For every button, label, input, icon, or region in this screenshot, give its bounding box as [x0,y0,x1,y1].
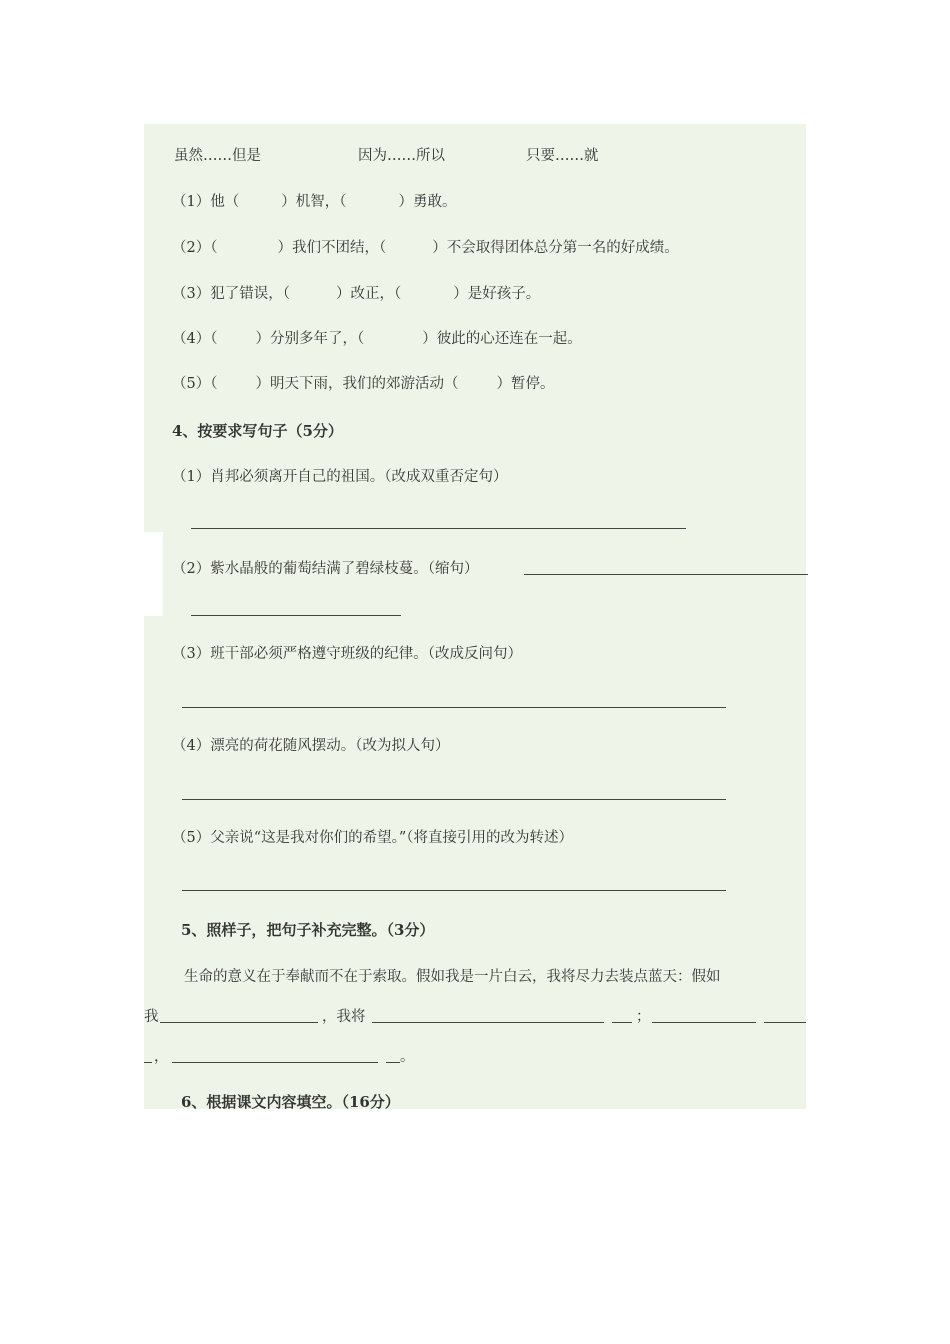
rewrite-item-1: （1）肖邦必须离开自己的祖国。（改成双重否定句） [172,469,508,485]
fill-line-b-period: 。 [400,1049,415,1065]
answer-line-6[interactable] [160,1022,318,1023]
section-5-heading: 5、照样子，把句子补充完整。（3分） [181,921,435,939]
answer-line-3[interactable] [182,707,726,708]
answer-line-2b[interactable] [191,615,401,616]
rewrite-item-4: （4）漂亮的荷花随风摆动。（改为拟人句） [172,738,450,754]
answer-line-8[interactable] [612,1022,632,1023]
section-4-heading: 4、按要求写句子（5分） [172,422,343,440]
rewrite-item-2: （2）紫水晶般的葡萄结满了碧绿枝蔓。（缩句） [172,561,479,577]
fill-line-b-comma: ， [154,1049,169,1065]
rewrite-item-3: （3）班干部必须严格遵守班级的纪律。（改成反问句） [172,646,522,662]
answer-line-12[interactable] [172,1062,378,1063]
fill-item-4: （4）（ ）分别多年了，（ ）彼此的心还连在一起。 [172,331,582,347]
answer-line-10[interactable] [764,1022,806,1023]
answer-line-9[interactable] [652,1022,756,1023]
answer-line-4[interactable] [182,799,726,800]
answer-line-5[interactable] [182,890,726,891]
conjunction-option-3: 只要……就 [526,148,599,164]
fill-item-1: （1）他（ ）机智，（ ）勇敢。 [172,194,457,210]
fill-item-5: （5）（ ）明天下雨，我们的郊游活动（ ）暂停。 [172,376,555,392]
worksheet-page [144,124,806,1109]
example-sentence: 生命的意义在于奉献而不在于索取。假如我是一片白云，我将尽力去装点蓝天：假如 [184,969,721,985]
conjunction-option-2: 因为……所以 [358,148,445,164]
answer-line-13[interactable] [386,1062,400,1063]
fill-item-2: （2）（ ）我们不团结，（ ）不会取得团体总分第一名的好成绩。 [172,240,679,256]
answer-line-1[interactable] [191,528,686,529]
answer-line-11[interactable] [144,1062,152,1063]
page-notch [144,532,163,616]
fill-item-3: （3）犯了错误，（ ）改正，（ ）是好孩子。 [172,286,541,302]
section-6-heading: 6、根据课文内容填空。（16分） [181,1093,400,1111]
fill-line-a-mid: ，我将 [322,1009,366,1025]
conjunction-option-1: 虽然……但是 [174,148,261,164]
fill-line-a-semicolon: ； [636,1009,651,1025]
answer-line-7[interactable] [372,1022,604,1023]
fill-line-a-label: 我 [144,1009,159,1025]
rewrite-item-5: （5）父亲说“这是我对你们的希望。”（将直接引用的改为转述） [172,830,574,846]
answer-line-2a[interactable] [524,574,808,575]
